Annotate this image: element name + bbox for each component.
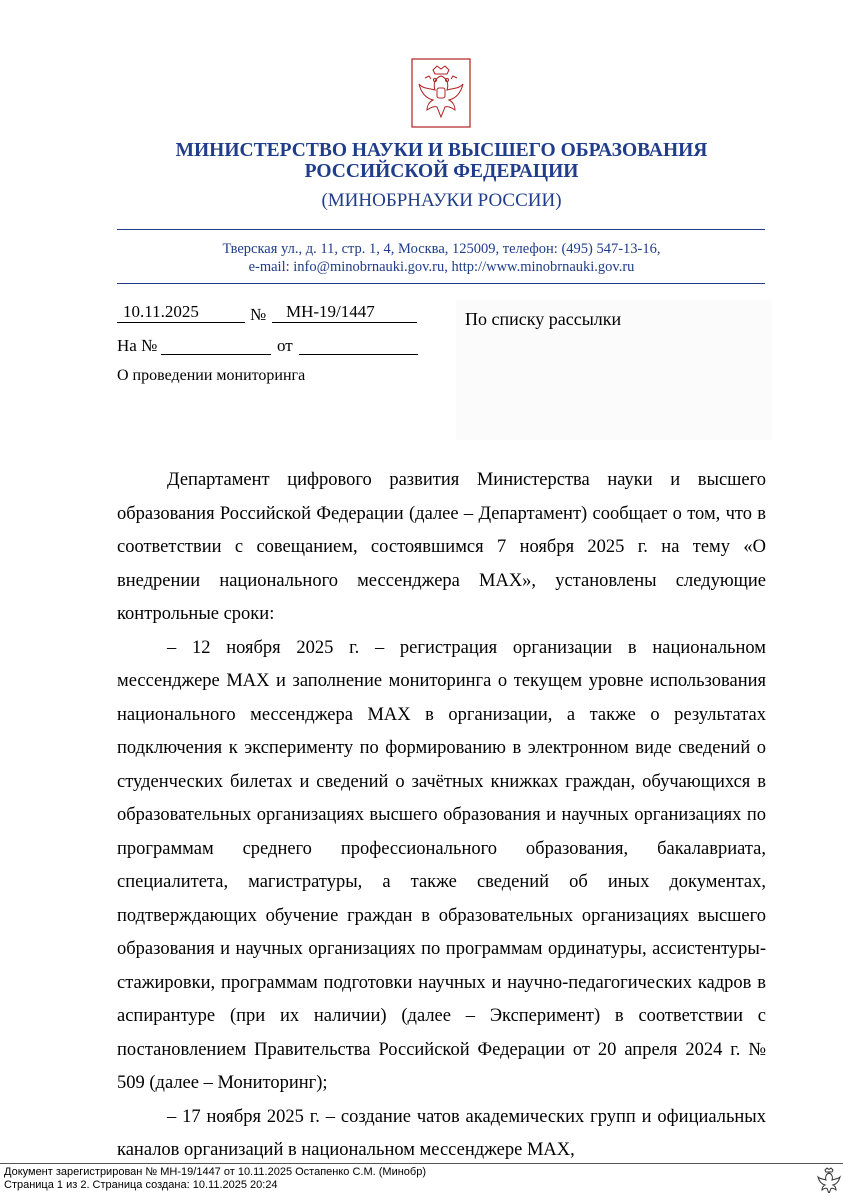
ministry-name-line2: РОССИЙСКОЙ ФЕДЕРАЦИИ [304,161,579,182]
header-divider-bottom [117,283,765,284]
ministry-short-name: (МИНОБРНАУКИ РОССИИ) [321,190,562,211]
body-paragraph: – 12 ноября 2025 г. – регистрация организации в национальном мессенджере MAX и заполнение мониторинга о текущем уровне использования национального мессенджера MAX в организации, а также о результатах подключения к эксперименту по формированию в электронном виде сведений о студенческих билетах и сведений о зачётных книжках граждан, обучающихся в образовательных организациях высшего образования и научных организациях по программам среднего профессионального образования, бакалавриата, специалитета, магистратуры, а также сведений об иных документах, подтверждающих обучение граждан в образовательных организациях высшего образования и научных организациях по программам ординатуры, ассистентуры-стажировки, программам подготовки научных и научно-педагогических кадров в аспирантуре (при их наличии) (далее – Эксперимент) в соответствии с постановлением Правительства Российской Федерации от 20 апреля 2024 г. № 509 (далее – Мониторинг); [117,637,766,1093]
footer-page-info: Страница 1 из 2. Страница создана: 10.11.2025 20:24 [4,1179,278,1191]
address-line1: Тверская ул., д. 11, стр. 1, 4, Москва, 125009, телефон: (495) 547-13-16, [222,241,661,257]
letter-body [117,464,766,1168]
reply-to-label: На № [117,336,158,355]
footer-registration-info: Документ зарегистрирован № МН-19/1447 от 10.11.2025 Остапенко С.М. (Минобр) [4,1166,426,1178]
address-line2: e-mail: info@minobrnauki.gov.ru, http://www.minobrnauki.gov.ru [248,259,635,275]
registration-number-label: № [250,305,267,324]
recipient-text: По списку рассылки [465,309,622,329]
body-paragraph: – 17 ноября 2025 г. – создание чатов академических групп и официальных каналов организаций в национальном мессенджере MAX, [117,1106,766,1160]
reply-from-label: от [277,336,293,355]
footer-divider [0,1163,843,1164]
letter-subject: О проведении мониторинга [117,367,306,384]
registration-date: 10.11.2025 [117,302,245,323]
reply-number-blank [161,354,271,355]
footer-emblem-icon [817,1165,841,1193]
reply-date-blank [299,354,418,355]
coat-of-arms-icon [411,58,471,128]
header-divider-top [117,229,765,230]
body-paragraph: Департамент цифрового развития Министерства науки и высшего образования Российской Федерации (далее – Департамент) сообщает о том, что в соответствии с совещанием, состоявшимся 7 ноября 2025 г. на тему «О внедрении национального мессенджера MAX», установлены следующие контрольные сроки: [117,470,766,624]
ministry-name-line1: МИНИСТЕРСТВО НАУКИ И ВЫСШЕГО ОБРАЗОВАНИЯ [175,140,708,161]
registration-number: МН-19/1447 [272,302,417,323]
